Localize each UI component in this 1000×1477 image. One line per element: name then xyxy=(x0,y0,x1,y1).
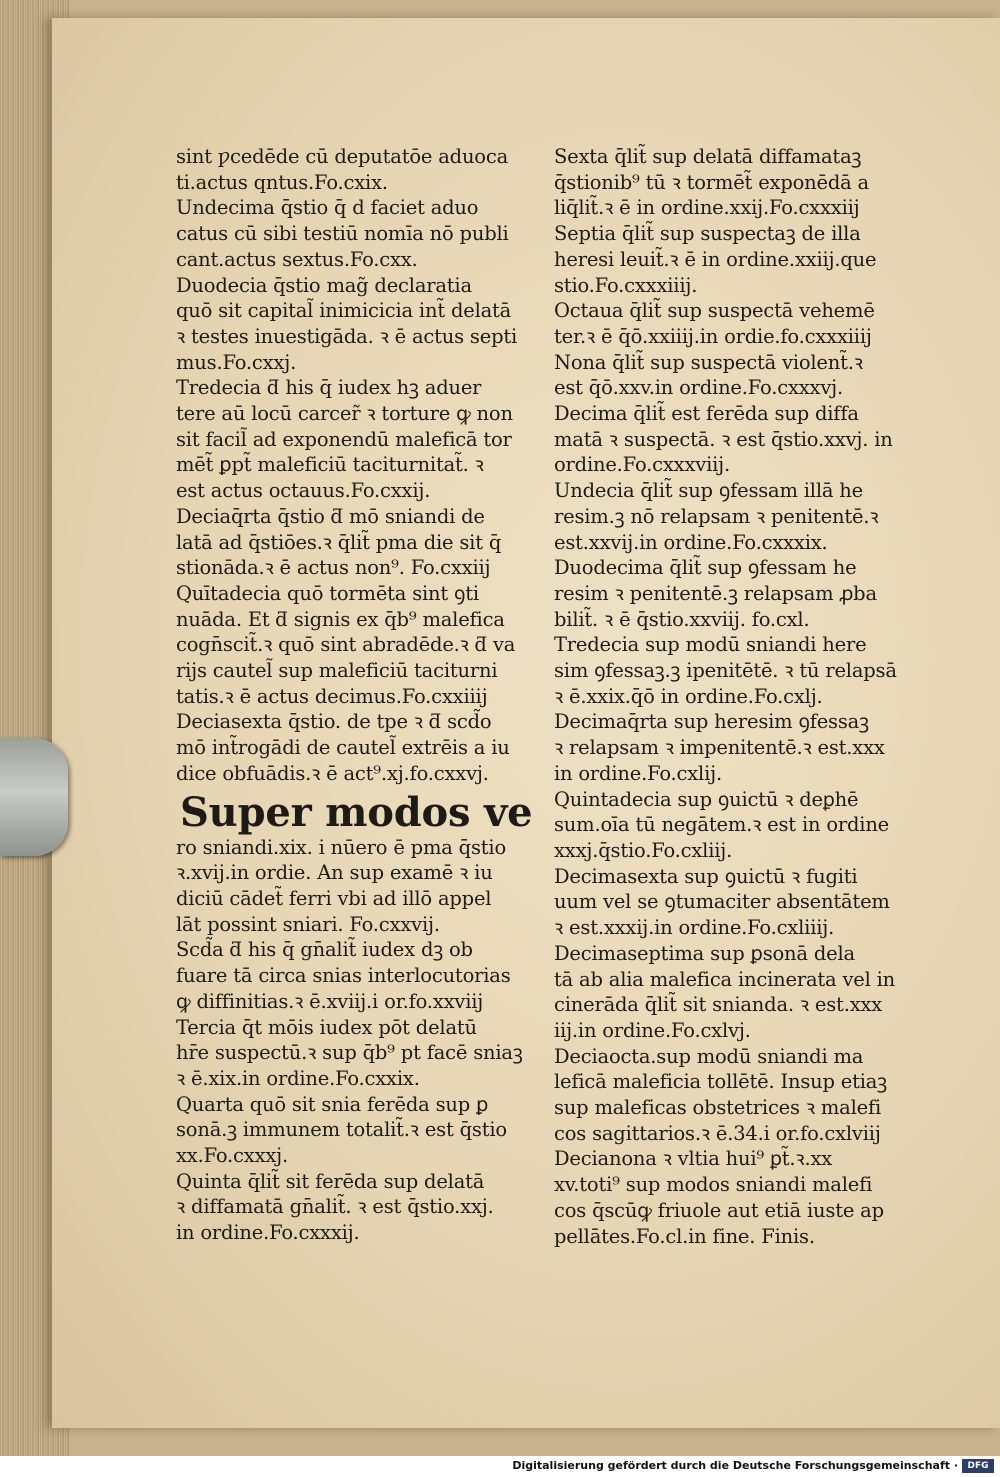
text-line: liq̄lit̃.ꝛ ē in ordine.xxij.Fo.cxxxiij xyxy=(554,196,860,220)
text-line: ꝛ ē.xix.in ordine.Fo.cxxix. xyxy=(176,1066,420,1090)
text-line: est q̄ō.xxv.in ordine.Fo.cxxxvj. xyxy=(554,376,844,400)
text-line: ꝛ testes inuestigāda. ꝛ ē actus septi xyxy=(176,324,518,348)
text-line: latā ad q̄stiōes.ꝛ q̄lit̃ pma die sit q̄ xyxy=(176,530,502,554)
text-line: mus.Fo.cxxj. xyxy=(176,350,297,374)
text-line: catus cū sibi testiū nomīa nō publi xyxy=(176,222,509,246)
text-line: hr̄e suspectū.ꝛ sup q̄b⁹ pt facē sniaꝫ xyxy=(176,1041,523,1065)
text-line: Septia q̄lit̃ sup suspectaꝫ de illa xyxy=(554,222,861,246)
text-line: lāt possint sniari. Fo.cxxvij. xyxy=(176,912,440,936)
text-line: Duodecima q̄lit̃ sup ꝯfessam he xyxy=(554,556,857,580)
digitization-footer xyxy=(0,1456,1000,1477)
right-column-block xyxy=(554,144,914,1249)
footer-credit: Digitalisierung gefördert durch die Deutsche Forschungsgemeinschaft · xyxy=(512,1459,958,1472)
section-heading: Super modos ve xyxy=(180,788,533,836)
text-line: sim ꝯfessaꝫ.ꝫ ipenitētē. ꝛ tū relapsā xyxy=(554,659,897,683)
text-line: sit facil̃ ad exponendū maleficā tor xyxy=(176,427,512,451)
right-text-column xyxy=(554,144,914,1249)
text-line: ti.actus qntus.Fo.cxix. xyxy=(176,170,388,194)
text-line: cos sagittarios.ꝛ ē.34.i or.fo.cxlviij xyxy=(554,1121,881,1145)
text-line: mō int̃rogādi de cautel̃ extrēis a iu xyxy=(176,736,510,760)
text-line: Decima q̄lit̃ est ferēda sup diffa xyxy=(554,402,859,426)
text-line: sum.oīa tū negātem.ꝛ est in ordine xyxy=(554,813,890,837)
text-line: Quarta quō sit snia ferēda sup ꝑ xyxy=(176,1092,489,1116)
text-line: Deciasexta q̄stio. de tpe ꝛ ƌ scd̃o xyxy=(176,710,492,734)
text-line: Tredecia ƌ his q̄ iudex hꝫ aduer xyxy=(176,376,482,400)
text-line: xv.toti⁹ sup modos sniandi malefi xyxy=(554,1173,873,1197)
text-line: Tercia q̄t mōis iudex pōt delatū xyxy=(176,1015,477,1039)
text-line: Quītadecia quō tormēta sint ꝯti xyxy=(176,581,479,605)
text-line: ꝛ.xvij.in ordie. An sup examē ꝛ iu xyxy=(176,861,493,885)
text-line: est actus octauus.Fo.cxxij. xyxy=(176,479,431,503)
text-line: Undecia q̄lit̃ sup ꝯfessam illā he xyxy=(554,479,864,503)
text-line: ter.ꝛ ē q̄ō.xxiiij.in ordie.fo.cxxxiiij xyxy=(554,324,872,348)
text-line: diciū cādet̃ ferri vbi ad illō appel xyxy=(176,886,492,910)
text-line: cant.actus sextus.Fo.cxx. xyxy=(176,247,418,271)
text-line: dice obfuādis.ꝛ ē act⁹.xj.fo.cxxvj. xyxy=(176,761,489,785)
text-line: sup maleficas obstetrices ꝛ malefi xyxy=(554,1096,882,1120)
text-line: est.xxvij.in ordine.Fo.cxxxix. xyxy=(554,530,828,554)
text-line: tatis.ꝛ ē actus decimus.Fo.cxxiiij xyxy=(176,684,488,708)
text-line: Octaua q̄lit̃ sup suspectā vehemē xyxy=(554,299,875,323)
text-line: in ordine.Fo.cxlij. xyxy=(554,761,722,785)
left-column-block-a xyxy=(176,144,546,787)
book-clasp xyxy=(0,738,68,856)
text-line: iij.in ordine.Fo.cxlvj. xyxy=(554,1018,751,1042)
text-line: rijs cautel̃ sup maleficiū taciturni xyxy=(176,659,498,683)
text-line: tere aū locū carcer̃ ꝛ torture ꝙ non xyxy=(176,402,513,426)
text-line: ro sniandi.xix. i nūero ē pma q̄stio xyxy=(176,835,506,859)
text-line: tā ab alia malefica incinerata vel in xyxy=(554,967,896,991)
text-line: ꝛ diffamatā gn̄alit̃. ꝛ est q̄stio.xxj. xyxy=(176,1195,494,1219)
text-line: ordine.Fo.cxxxviij. xyxy=(554,453,730,477)
text-line: Quinta q̄lit̃ sit ferēda sup delatā xyxy=(176,1169,485,1193)
text-line: nuāda. Et ƌ signis ex q̄b⁹ malefica xyxy=(176,607,505,631)
text-line: cos q̄scūꝙ friuole aut etiā iuste ap xyxy=(554,1198,884,1222)
text-line: Decimaq̄rta sup heresim ꝯfessaꝫ xyxy=(554,710,869,734)
text-line: mēt̃ ꝑpt̃ maleficiū taciturnitat̃. ꝛ xyxy=(176,453,484,477)
text-line: sonā.ꝫ immunem totalit̃.ꝛ est q̄stio xyxy=(176,1118,507,1142)
text-line: resim ꝛ penitentē.ꝫ relapsam ꝓba xyxy=(554,581,877,605)
text-line: Sexta q̄lit̃ sup delatā diffamataꝫ xyxy=(554,145,862,168)
text-line: Nona q̄lit̃ sup suspectā violent̃.ꝛ xyxy=(554,350,863,374)
text-line: pellātes.Fo.cl.in fine. Finis. xyxy=(554,1224,815,1248)
text-line: leficā maleficia tollētē. Insup etiaꝫ xyxy=(554,1070,887,1094)
text-line: stionāda.ꝛ ē actus non⁹. Fo.cxxiij xyxy=(176,556,491,580)
text-line: q̄stionib⁹ tū ꝛ tormēt̃ exponēdā a xyxy=(554,170,869,194)
text-line: stio.Fo.cxxxiiij. xyxy=(554,273,698,297)
text-line: matā ꝛ suspectā. ꝛ est q̄stio.xxvj. in xyxy=(554,427,893,451)
left-column-block-b xyxy=(176,835,546,1246)
text-line: Deciaq̄rta q̄stio ƌ mō sniandi de xyxy=(176,504,485,528)
text-line: Tredecia sup modū sniandi here xyxy=(554,633,867,657)
text-line: ꝛ relapsam ꝛ impenitentē.ꝛ est.xxx xyxy=(554,736,885,760)
text-line: cinerāda q̄lit̃ sit snianda. ꝛ est.xxx xyxy=(554,993,883,1017)
text-line: cogn̄scit̃.ꝛ quō sint abradēde.ꝛ ƌ va xyxy=(176,633,516,657)
text-line: Quintadecia sup ꝯuictū ꝛ deꝑhē xyxy=(554,787,859,811)
text-line: resim.ꝫ nō relapsam ꝛ penitentē.ꝛ xyxy=(554,504,879,528)
text-line: heresi leuit̃.ꝛ ē in ordine.xxiij.que xyxy=(554,247,877,271)
text-line: quō sit capital̃ inimicicia int̃ delatā xyxy=(176,299,512,323)
text-line: Duodecia q̄stio mag̃ declaratia xyxy=(176,273,472,297)
text-line: fuare tā circa snias interlocutorias xyxy=(176,964,511,988)
text-line: in ordine.Fo.cxxxij. xyxy=(176,1221,360,1245)
text-line: Decimaseptima sup ꝑsonā dela xyxy=(554,941,855,965)
left-text-column xyxy=(176,144,546,1246)
text-line: xxxj.q̄stio.Fo.cxliij. xyxy=(554,838,733,862)
text-line: Scd̃a ƌ his q̄ gn̄alit̃ iudex dꝫ ob xyxy=(176,938,473,962)
text-line: ꝙ diffinitias.ꝛ ē.xviij.i or.fo.xxviij xyxy=(176,989,484,1013)
text-line: xx.Fo.cxxxj. xyxy=(176,1144,289,1168)
text-line: bilit̃. ꝛ ē q̄stio.xxviij. fo.cxl. xyxy=(554,607,810,631)
text-line: uum vel se ꝯtumaciter absentātem xyxy=(554,890,890,914)
text-line: sint ƿcedēde cū deputatōe aduoca xyxy=(176,145,508,168)
text-line: Decimasexta sup ꝯuictū ꝛ fugiti xyxy=(554,864,858,888)
text-line: ꝛ ē.xxix.q̄ō in ordine.Fo.cxlj. xyxy=(554,684,823,708)
text-line: Undecima q̄stio q̄ d faciet aduo xyxy=(176,196,479,220)
text-line: Decianona ꝛ vltia hui⁹ ꝑt̃.ꝛ.xx xyxy=(554,1147,833,1171)
text-line: ꝛ est.xxxij.in ordine.Fo.cxliiij. xyxy=(554,916,835,940)
dfg-logo: DFG xyxy=(962,1459,994,1473)
text-line: Deciaocta.sup modū sniandi ma xyxy=(554,1044,864,1068)
